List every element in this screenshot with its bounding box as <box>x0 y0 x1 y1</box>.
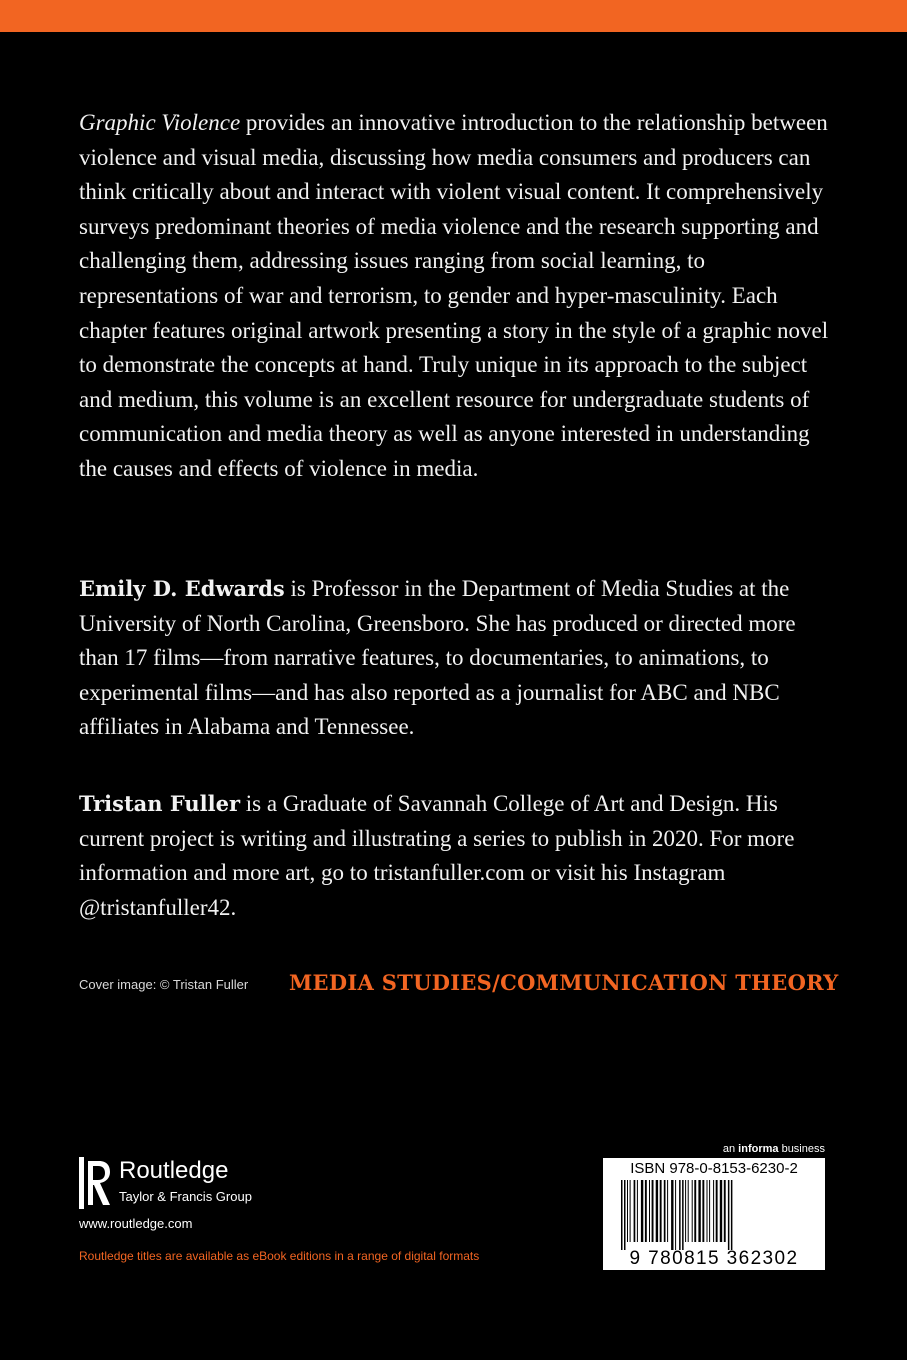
subject-category: MEDIA STUDIES/COMMUNICATION THEORY <box>289 970 839 995</box>
author-bio-fuller <box>79 787 839 925</box>
barcode-bar <box>671 1180 673 1250</box>
barcode-bar <box>702 1180 704 1242</box>
informa-suffix: business <box>778 1143 825 1155</box>
barcode-bar <box>664 1180 666 1242</box>
barcode-bar <box>728 1180 730 1250</box>
barcode-bar <box>724 1180 726 1242</box>
barcode-bar <box>652 1180 654 1242</box>
barcode-bar <box>679 1180 681 1250</box>
barcode-bar <box>656 1180 658 1242</box>
barcode-bar <box>688 1180 689 1242</box>
author-bio-text: is Professor in the Department of Media Studies at the University of North Carolina, Greensboro. She has produced or directed more than 17 films—from narrative features, to documentaries, to animations, to experimental films—and has also reported as a journalist for ABC and NBC affiliates in Alabama and Tennessee. <box>79 576 796 740</box>
publisher-name: Routledge <box>119 1157 229 1184</box>
barcode-bar <box>641 1180 643 1242</box>
barcode-bar <box>709 1180 710 1242</box>
publisher-website[interactable]: www.routledge.com <box>79 1216 193 1231</box>
barcode-bar <box>627 1180 628 1242</box>
barcode-bar <box>645 1180 647 1242</box>
barcode-bar <box>694 1180 696 1242</box>
barcode-digits: 9 780815 362302 <box>629 1248 799 1269</box>
publisher-group: Taylor & Francis Group <box>119 1189 252 1204</box>
barcode-bar <box>682 1180 684 1250</box>
informa-prefix: an <box>722 1143 739 1155</box>
cover-image-credit: Cover image: © Tristan Fuller <box>79 977 249 992</box>
barcode-bar <box>660 1180 662 1242</box>
isbn-barcode <box>603 1158 825 1270</box>
barcode-bar <box>621 1180 623 1250</box>
barcode-bar <box>630 1180 631 1242</box>
ebook-note: Routledge titles are available as eBook editions in a range of digital formats <box>79 1249 480 1263</box>
barcode-bar <box>698 1180 700 1242</box>
barcode-bar <box>707 1180 708 1242</box>
barcode-bar <box>716 1180 718 1242</box>
top-accent-band <box>0 0 907 32</box>
barcode-bar <box>692 1180 693 1242</box>
publisher-logo <box>79 1157 339 1217</box>
book-description <box>79 106 839 487</box>
routledge-logo-icon <box>79 1157 112 1209</box>
author-bio-edwards <box>79 572 839 745</box>
barcode-bar <box>637 1180 638 1242</box>
isbn-label: ISBN 978-0-8153-6230-2 <box>630 1160 798 1177</box>
barcode-bar <box>634 1180 636 1242</box>
author-name: Tristan Fuller <box>79 791 241 816</box>
barcode-bar <box>685 1180 686 1242</box>
barcode-bar <box>713 1180 714 1242</box>
barcode-bar <box>720 1180 722 1242</box>
author-bio-text: is a Graduate of Savannah College of Art and Design. His current project is writing and illustrating a series to publish in 2020. For more information and more art, go to tristanfuller.com or visit his Instagram @tristanfuller42. <box>79 791 795 920</box>
author-name: Emily D. Edwards <box>79 576 285 601</box>
barcode-bar <box>675 1180 676 1250</box>
informa-business-tag <box>723 1143 825 1155</box>
informa-word: informa <box>738 1143 779 1155</box>
barcode-bar <box>667 1180 668 1242</box>
barcode-bar <box>624 1180 626 1250</box>
book-title: Graphic Violence <box>79 110 241 135</box>
barcode-bar <box>731 1180 733 1250</box>
book-description-text: provides an innovative introduction to the relationship between violence and visual media, discussing how media consumers and producers can think critically about and interact with violent visual content. It comprehensively surveys predominant theories of media violence and the research supporting and challenging them, addressing issues ranging from social learning, to representations of war and terrorism, to gender and hyper-masculinity. Each chapter features original artwork presenting a story in the style of a graphic novel to demonstrate the concepts at hand. Truly unique in its approach to the subject and medium, this volume is an excellent resource for undergraduate students of communication and media theory as well as anyone interested in understanding the causes and effects of violence in media. <box>79 110 829 481</box>
barcode-bar <box>649 1180 650 1242</box>
